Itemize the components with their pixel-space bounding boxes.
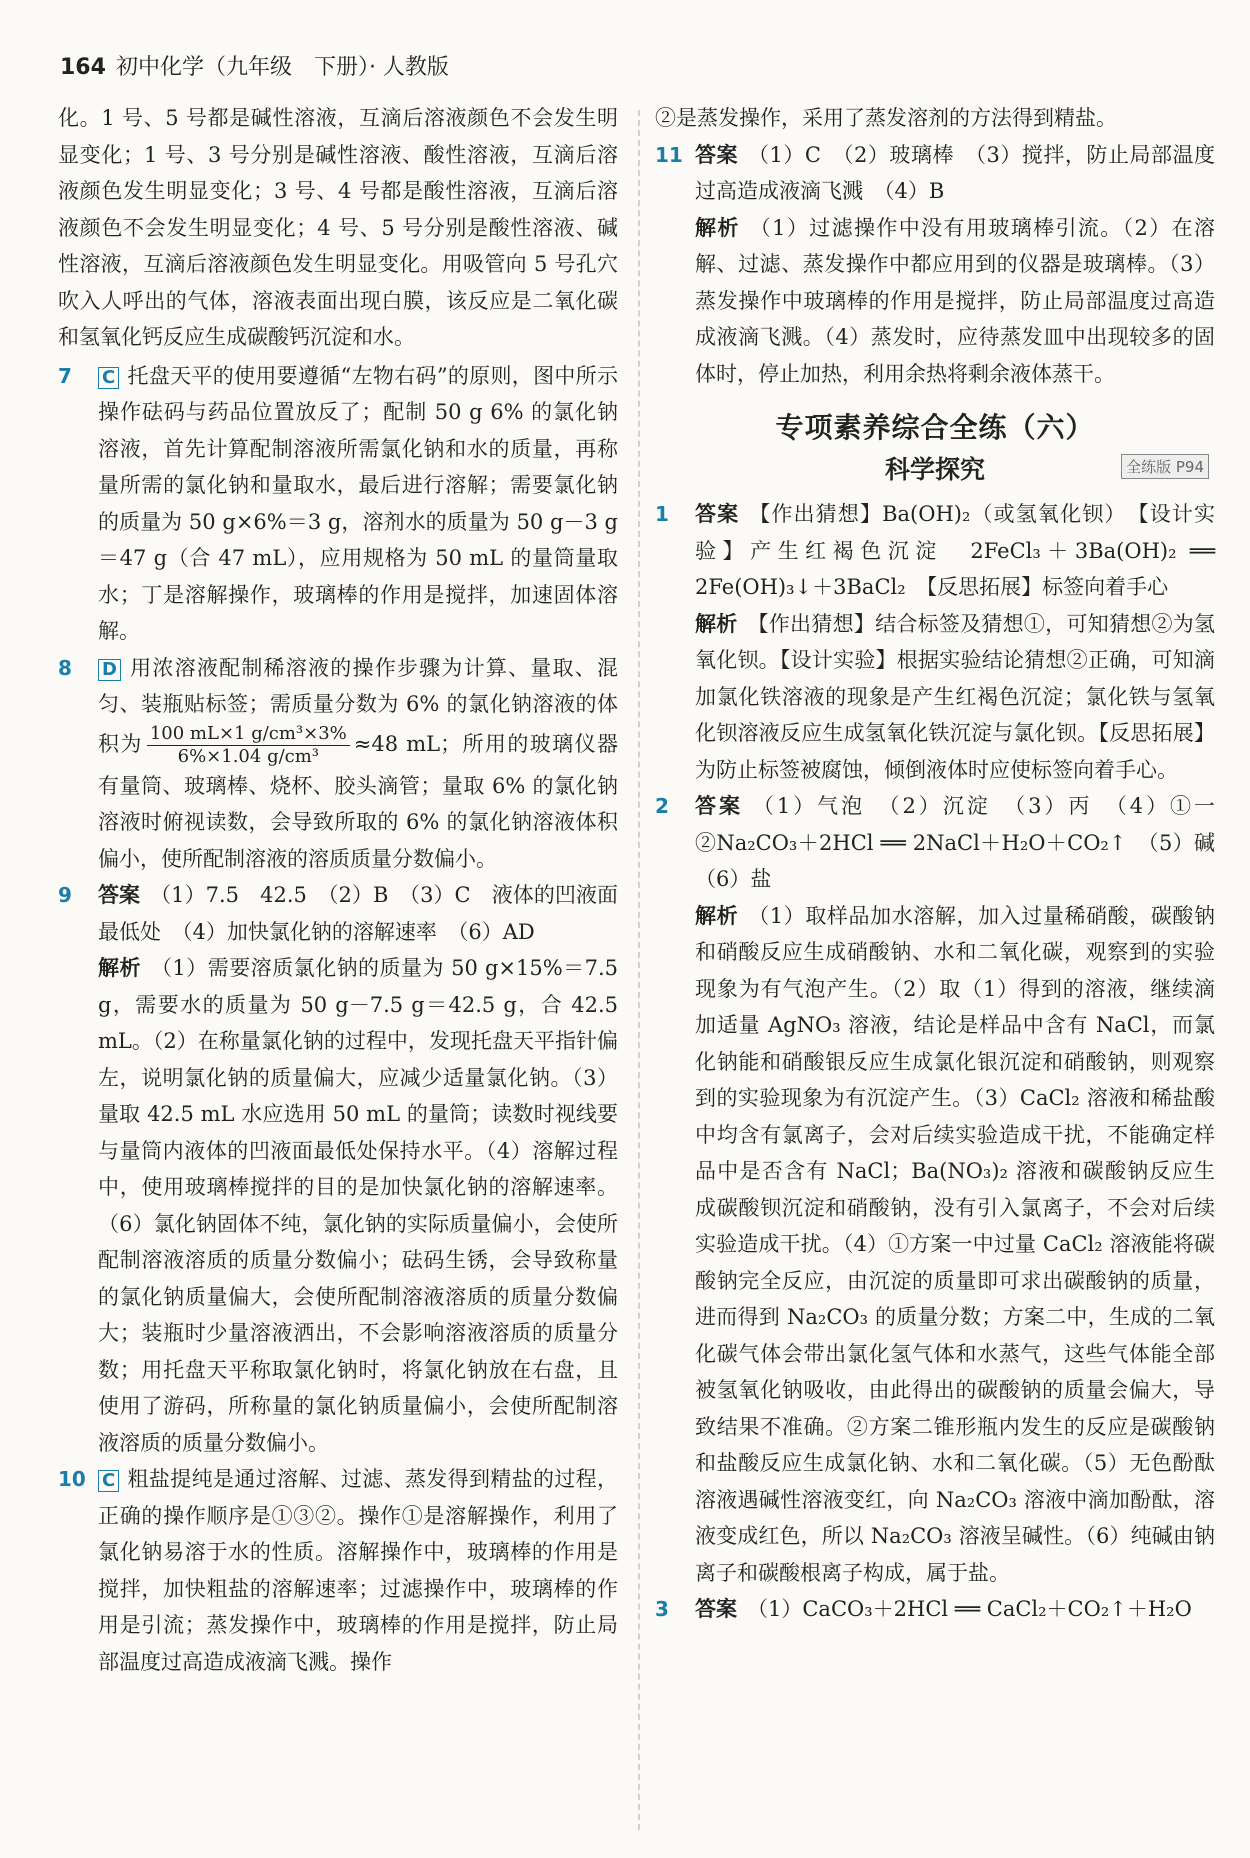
section-question-2 bbox=[655, 788, 1236, 1591]
explanation-label: 解析 bbox=[695, 903, 739, 928]
section-subtitle-row bbox=[655, 450, 1215, 486]
fraction-denominator: 6%×1.04 g/cm³ bbox=[177, 745, 320, 767]
question-10 bbox=[58, 1461, 618, 1680]
answer-text: （1）CaCO₃＋2HCl ══ CaCl₂＋CO₂↑＋H₂O bbox=[747, 1597, 1192, 1621]
answer-text: （1）气泡 （2）沉淀 （3）丙 （4）①一 ②Na₂CO₃＋2HCl ══ 2NaCl＋H₂O＋CO₂↑ （5）碱 （6）盐 bbox=[695, 794, 1236, 891]
fraction bbox=[147, 723, 350, 768]
answer-box: D bbox=[98, 659, 121, 681]
question-number: 3 bbox=[655, 1597, 669, 1621]
explanation-label: 解析 bbox=[98, 956, 141, 980]
section-title: 专项素养综合全练（六） bbox=[775, 411, 1095, 444]
question-number: 9 bbox=[58, 883, 72, 907]
explanation: （1）取样品加水溶解，加入过量稀硝酸，碳酸钠和硝酸反应生成硝酸钠、水和二氧化碳，观察到的实验现象为有气泡产生。（2）取（1）得到的溶液，继续滴加适量 AgNO₃ 溶液，结论是样品中含有 NaCl，而氯化钠能和硝酸银反应生成氯化银沉淀和硝酸钠，则观察到的实验现象为有沉淀产生。（3）CaCl₂ 溶液和稀盐酸中均含有氯离子，会对后续实验造成干扰，不能确定样品中是否含有 NaCl；Ba(NO₃)₂ 溶液和碳酸钠反应生成碳酸钡沉淀和硝酸钠，没有引入氯离子，不会对后续实验造成干扰。（4）①方案一中过量 CaCl₂ 溶液能将碳酸钠完全反应，由沉淀的质量即可求出碳酸钠的质量，进而得到 Na₂CO₃ 的质量分数；方案二中，生成的二氧化碳气体会带出氯化氢气体和水蒸气，这些气体能全部被氢氧化钠吸收，由此得出的碳酸钠的质量会偏大，导致结果不准确。②方案二锥形瓶内发生的反应是碳酸钠和盐酸反应生成氯化钠、水和二氧化碳。（5）无色酚酞溶液遇碱性溶液变红，向 Na₂CO₃ 溶液中滴加酚酞，溶液变成红色，所以 Na₂CO₃ 溶液呈碱性。（6）纯碱由钠离子和碳酸根离子构成，属于盐。 bbox=[695, 903, 1216, 1585]
explanation-label: 解析 bbox=[695, 611, 738, 636]
page-header bbox=[60, 50, 449, 81]
question-number: 8 bbox=[58, 655, 72, 680]
answer-box: C bbox=[98, 1470, 119, 1492]
answer-text: （1）7.5 42.5 （2）B （3）C 液体的凹液面最低处 （4）加快氯化钠的溶解速率 （6）AD bbox=[98, 883, 618, 944]
section-question-3 bbox=[655, 1591, 1215, 1628]
question-11 bbox=[655, 137, 1215, 393]
explanation: （1）需要溶质氯化钠的质量为 50 g×15%＝7.5 g，需要水的质量为 50 g－7.5 g＝42.5 g，合 42.5 mL。（2）在称量氯化钠的过程中，发现托盘天平指针偏左，说明氯化钠的质量偏大，应减少适量氯化钠。（3）量取 42.5 mL 水应选用 50 mL 的量筒；读数时视线要与量筒内液体的凹液面最低处保持水平。（4）溶解过程中，使用玻璃棒搅拌的目的是加快氯化钠的溶解速率。（6）氯化钠固体不纯，氯化钠的实际质量偏小，会使所配制溶液溶质的质量分数偏小；砝码生锈，会导致称量的氯化钠质量偏大，会使所配制溶液溶质的质量分数偏大；装瓶时少量溶液洒出，不会影响溶液溶质的质量分数；用托盘天平称取氯化钠时，将氯化钠放在右盘，且使用了游码，所称量的氯化钠质量偏小，会使所配制溶液溶质的质量分数偏小。 bbox=[98, 956, 619, 1455]
answer-label: 答案 bbox=[98, 883, 141, 907]
page-number: 164 bbox=[60, 55, 106, 80]
explanation: （1）过滤操作中没有用玻璃棒引流。（2）在溶解、过滤、蒸发操作中都应用到的仪器是玻璃棒。（3）蒸发操作中玻璃棒的作用是搅拌，防止局部温度过高造成液滴飞溅。（4）蒸发时，应待蒸发皿中出现较多的固体时，停止加热，利用余热将剩余液体蒸干。 bbox=[695, 215, 1215, 386]
answer-label: 答案 bbox=[695, 1597, 737, 1621]
question-8 bbox=[58, 650, 618, 878]
explanation-label: 解析 bbox=[695, 215, 740, 240]
left-column bbox=[58, 100, 618, 1680]
explanation: 【作出猜想】结合标签及猜想①，可知猜想②为氢氧化钡。【设计实验】根据实验结论猜想②正确，可知滴加氯化铁溶液的现象是产生红褐色沉淀；氯化铁与氢氧化钡溶液反应生成氢氧化铁沉淀与氯化钡。【反思拓展】为防止标签被腐蚀，倾倒液体时应使标签向着手心。 bbox=[695, 611, 1216, 782]
question-9 bbox=[58, 877, 618, 1461]
question-number: 2 bbox=[655, 794, 669, 818]
continued-paragraph: ②是蒸发操作，采用了蒸发溶剂的方法得到精盐。 bbox=[655, 106, 1117, 130]
fraction-numerator: 100 mL×1 g/cm³×3% bbox=[147, 723, 350, 746]
section-subtitle: 科学探究 bbox=[884, 455, 985, 484]
question-number: 10 bbox=[58, 1467, 86, 1491]
question-number: 7 bbox=[58, 363, 72, 388]
answer-text: 【作出猜想】Ba(OH)₂（或氢氧化钡） 【设计实验】产生红褐色沉淀 2FeCl₃＋3Ba(OH)₂ ══ 2Fe(OH)₃↓＋3BaCl₂ 【反思拓展】标签向着手心 bbox=[695, 502, 1215, 599]
question-number: 1 bbox=[655, 502, 669, 526]
explanation-part-b: ≈48 mL；所用的玻璃仪器有量筒、玻璃棒、烧杯、胶头滴管；量取 6% 的氯化钠溶液时俯视读数，会导致所取的 6% 的氯化钠溶液体积偏小，使所配制溶液的溶质质量分数偏小。 bbox=[98, 731, 618, 871]
question-number: 11 bbox=[655, 142, 683, 167]
section-question-1 bbox=[655, 496, 1215, 788]
column-divider bbox=[638, 110, 640, 1830]
answer-label: 答案 bbox=[695, 502, 740, 526]
explanation-part-a: 用浓溶液配制稀溶液的操作步骤为计算、量取、混匀、装瓶贴标签；需质量分数为 6% 的氯化钠溶液的体积为 bbox=[98, 655, 618, 756]
answer-box: C bbox=[98, 367, 119, 389]
answer-label: 答案 bbox=[695, 142, 739, 167]
question-7 bbox=[58, 358, 618, 650]
book-title: 初中化学（九年级 下册）· 人教版 bbox=[115, 55, 449, 80]
right-column bbox=[655, 100, 1236, 1628]
answer-text: （1）C （2）玻璃棒 （3）搅拌，防止局部温度过高造成液滴飞溅 （4）B bbox=[695, 142, 1215, 203]
answer-label: 答案 bbox=[695, 794, 743, 818]
explanation: 粗盐提纯是通过溶解、过滤、蒸发得到精盐的过程，正确的操作顺序是①③②。操作①是溶解操作，利用了氯化钠易溶于水的性质。溶解操作中，玻璃棒的作用是搅拌，加快粗盐的溶解速率；过滤操作中，玻璃棒的作用是引流；蒸发操作中，玻璃棒的作用是搅拌，防止局部温度过高造成液滴飞溅。操作 bbox=[98, 1467, 618, 1674]
page-reference-badge: 全练版 P94 bbox=[1121, 454, 1209, 479]
continued-paragraph: 化。1 号、5 号都是碱性溶液，互滴后溶液颜色不会发生明显变化；1 号、3 号分别是碱性溶液、酸性溶液，互滴后溶液颜色发生明显变化；3 号、4 号都是酸性溶液，互滴后溶液颜色不会发生明显变化；4 号、5 号分别是酸性溶液、碱性溶液，互滴后溶液颜色发生明显变化。用吸管向 5 号孔穴吹入人呼出的气体，溶液表面出现白膜，该反应是二氧化碳和氢氧化钙反应生成碳酸钙沉淀和水。 bbox=[58, 106, 618, 349]
explanation: 托盘天平的使用要遵循“左物右码”的原则，图中所示操作砝码与药品位置放反了；配制 50 g 6% 的氯化钠溶液，首先计算配制溶液所需氯化钠和水的质量，再称量所需的氯化钠和量取水，最后进行溶解；需要氯化钠的质量为 50 g×6%＝3 g，溶剂水的质量为 50 g－3 g＝47 g（合 47 mL），应用规格为 50 mL 的量筒量取水；丁是溶解操作，玻璃棒的作用是搅拌，加速固体溶解。 bbox=[98, 363, 618, 643]
